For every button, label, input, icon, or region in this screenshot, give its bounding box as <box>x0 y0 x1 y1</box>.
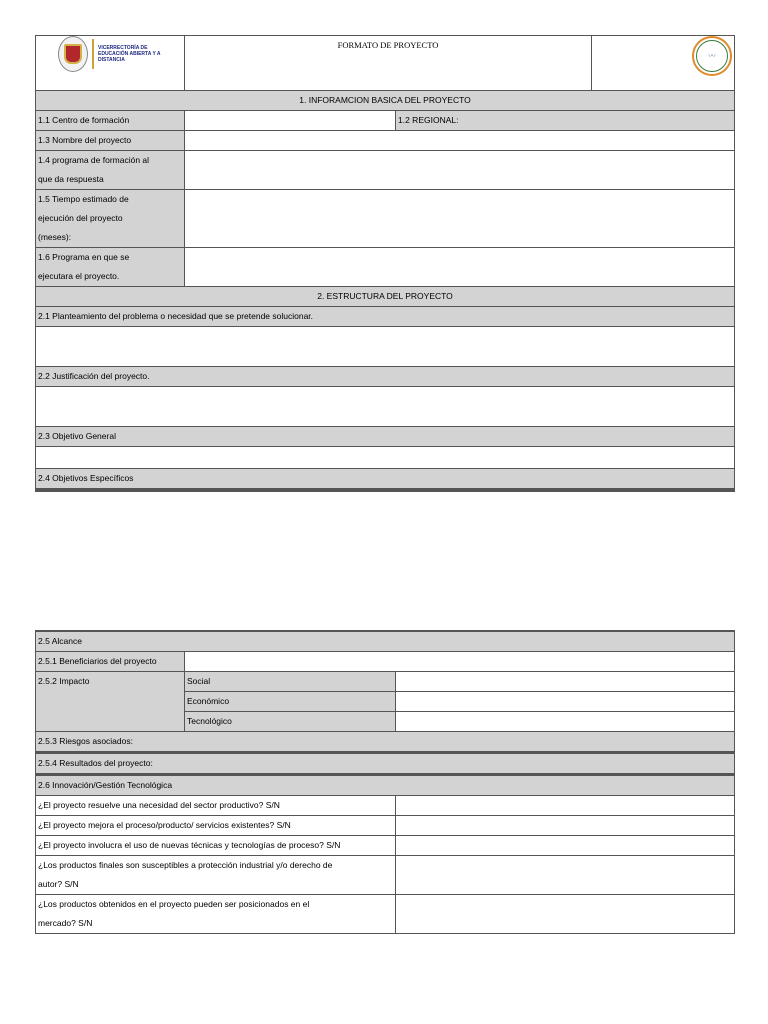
answer-3-field[interactable] <box>396 836 735 856</box>
form-title: FORMATO DE PROYECTO <box>185 36 592 91</box>
tiempo-field[interactable] <box>185 190 735 248</box>
riesgos-label: 2.5.3 Riesgos asociados: <box>36 732 735 752</box>
question-2: ¿El proyecto mejora el proceso/producto/ servicios existentes? S/N <box>36 816 396 836</box>
impacto-economico-field[interactable] <box>396 692 735 712</box>
shield-icon <box>58 36 88 72</box>
answer-5-field[interactable] <box>396 895 735 934</box>
centro-label: 1.1 Centro de formación <box>36 111 185 131</box>
seal-icon: 〰 <box>692 36 732 76</box>
tiempo-label-line1: 1.5 Tiempo estimado de <box>38 194 129 204</box>
programa-label <box>36 151 185 190</box>
section2-heading: 2. ESTRUCTURA DEL PROYECTO <box>36 287 735 307</box>
objetivo-especifico-field[interactable] <box>36 491 735 492</box>
resultados-label: 2.5.4 Resultados del proyecto: <box>36 754 735 774</box>
answer-1-field[interactable] <box>396 796 735 816</box>
objetivos-especificos-label: 2.4 Objetivos Específicos <box>36 469 735 489</box>
project-form-page1 <box>35 35 735 492</box>
question-1: ¿El proyecto resuelve una necesidad del sector productivo? S/N <box>36 796 396 816</box>
justificacion-label: 2.2 Justificación del proyecto. <box>36 367 735 387</box>
question-4 <box>36 856 396 895</box>
institution-logo <box>58 36 162 72</box>
question-5-line2: mercado? S/N <box>38 918 93 928</box>
programa-label-line1: 1.4 programa de formación al <box>38 155 150 165</box>
nombre-label: 1.3 Nombre del proyecto <box>36 131 185 151</box>
question-5-line1: ¿Los productos obtenidos en el proyecto pueden ser posicionados en el <box>38 899 310 909</box>
programa-field[interactable] <box>185 151 735 190</box>
impacto-tecnologico-field[interactable] <box>396 712 735 732</box>
impacto-social-field[interactable] <box>396 672 735 692</box>
tiempo-label-line3: (meses): <box>38 232 72 242</box>
project-form-page2 <box>35 630 735 934</box>
centro-field[interactable] <box>185 111 396 131</box>
ejecuta-label <box>36 248 185 287</box>
impacto-tecnologico-label: Tecnológico <box>185 712 396 732</box>
tiempo-label-line2: ejecución del proyecto <box>38 213 123 223</box>
section1-heading: 1. INFORAMCION BASICA DEL PROYECTO <box>36 91 735 111</box>
logo-text: VICERRECTORÍA DE EDUCACIÓN ABIERTA Y A DISTANCIA <box>98 45 161 63</box>
ejecuta-field[interactable] <box>185 248 735 287</box>
alcance-label: 2.5 Alcance <box>36 632 735 652</box>
seal-cell <box>592 36 735 91</box>
nombre-field[interactable] <box>185 131 735 151</box>
planteamiento-field[interactable] <box>36 327 735 367</box>
regional-label: 1.2 REGIONAL: <box>396 111 735 131</box>
answer-2-field[interactable] <box>396 816 735 836</box>
innovacion-label: 2.6 Innovación/Gestión Tecnológica <box>36 776 735 796</box>
question-4-line1: ¿Los productos finales son susceptibles a protección industrial y/o derecho de <box>38 860 333 870</box>
beneficiarios-label: 2.5.1 Beneficiarios del proyecto <box>36 652 185 672</box>
tiempo-label <box>36 190 185 248</box>
institution-logo-cell <box>36 36 185 91</box>
question-4-line2: autor? S/N <box>38 879 79 889</box>
beneficiarios-field[interactable] <box>185 652 735 672</box>
planteamiento-label: 2.1 Planteamiento del problema o necesidad que se pretende solucionar. <box>36 307 735 327</box>
impacto-economico-label: Económico <box>185 692 396 712</box>
justificacion-field[interactable] <box>36 387 735 427</box>
question-5 <box>36 895 396 934</box>
ejecuta-label-line2: ejecutara el proyecto. <box>38 271 120 281</box>
impacto-social-label: Social <box>185 672 396 692</box>
answer-4-field[interactable] <box>396 856 735 895</box>
programa-label-line2: que da respuesta <box>38 174 104 184</box>
impacto-label: 2.5.2 Impacto <box>36 672 185 732</box>
objetivo-general-label: 2.3 Objetivo General <box>36 427 735 447</box>
question-3: ¿El proyecto involucra el uso de nuevas técnicas y tecnologías de proceso? S/N <box>36 836 396 856</box>
ejecuta-label-line1: 1.6 Programa en que se <box>38 252 130 262</box>
objetivo-general-field[interactable] <box>36 447 735 469</box>
